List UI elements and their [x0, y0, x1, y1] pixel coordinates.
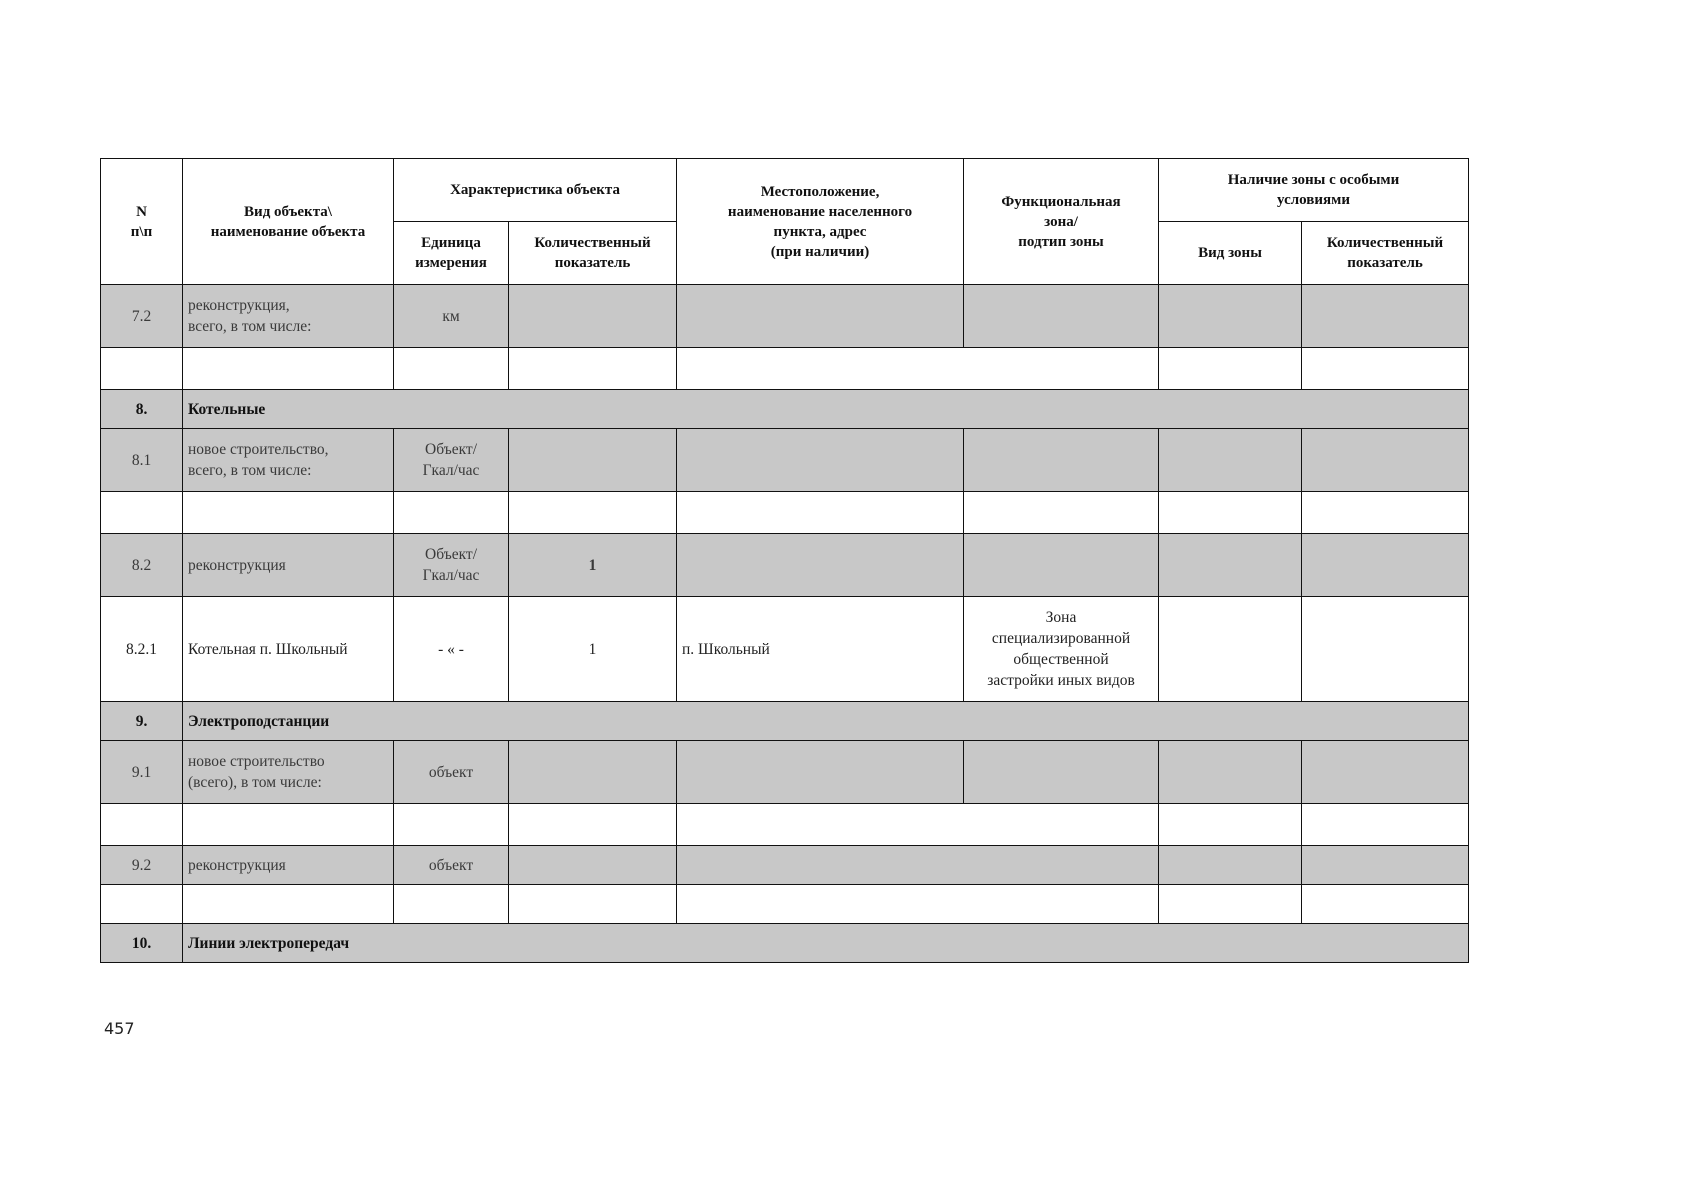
- row-zone: Зона специализированной общественной застройки иных видов: [964, 597, 1159, 702]
- row-unit: Объект/ Гкал/час: [394, 534, 509, 597]
- section-num: 10.: [101, 924, 183, 963]
- row-name: новое строительство, всего, в том числе:: [183, 429, 394, 492]
- row-unit: - « -: [394, 597, 509, 702]
- row-name: Котельная п. Школьный: [183, 597, 394, 702]
- table-row: [101, 597, 1469, 702]
- row-unit: объект: [394, 741, 509, 804]
- section-title: Линии электропередач: [183, 924, 1469, 963]
- row-unit: Объект/ Гкал/час: [394, 429, 509, 492]
- row-num: 7.2: [101, 285, 183, 348]
- row-num: 8.1: [101, 429, 183, 492]
- row-zone-type: [1159, 741, 1302, 804]
- section-title: Котельные: [183, 390, 1469, 429]
- row-zone-type: [1159, 429, 1302, 492]
- table-row: [101, 741, 1469, 804]
- page-number: 457: [104, 1019, 135, 1038]
- row-location: [677, 741, 964, 804]
- row-name: реконструкция: [183, 846, 394, 885]
- row-zone-qty: [1302, 285, 1469, 348]
- row-zone: [964, 429, 1159, 492]
- row-zone-qty: [1302, 741, 1469, 804]
- row-qty: [509, 741, 677, 804]
- section-title: Электроподстанции: [183, 702, 1469, 741]
- row-location: [677, 534, 964, 597]
- row-zone-qty: [1302, 597, 1469, 702]
- row-location: [677, 285, 964, 348]
- row-zone: [964, 285, 1159, 348]
- header-num: N п\п: [101, 159, 183, 285]
- row-zone-qty: [1302, 846, 1469, 885]
- row-zone-qty: [1302, 429, 1469, 492]
- header-special-zone: Наличие зоны с особыми условиями: [1159, 159, 1469, 222]
- row-zone: [964, 741, 1159, 804]
- header-unit: Единица измерения: [394, 222, 509, 285]
- table-row: [101, 534, 1469, 597]
- row-location: [677, 846, 1159, 885]
- row-num: 8.2: [101, 534, 183, 597]
- row-qty: 1: [509, 534, 677, 597]
- table-row: [101, 885, 1469, 924]
- row-qty: [509, 285, 677, 348]
- row-location: п. Школьный: [677, 597, 964, 702]
- row-name: реконструкция, всего, в том числе:: [183, 285, 394, 348]
- objects-table: [100, 158, 1469, 963]
- table-row: [101, 429, 1469, 492]
- header-location: Местоположение, наименование населенного пункта, адрес (при наличии): [677, 159, 964, 285]
- row-name: реконструкция: [183, 534, 394, 597]
- row-zone-type: [1159, 846, 1302, 885]
- section-num: 8.: [101, 390, 183, 429]
- row-name: новое строительство (всего), в том числе:: [183, 741, 394, 804]
- row-qty: 1: [509, 597, 677, 702]
- section-row: [101, 390, 1469, 429]
- row-num: 9.1: [101, 741, 183, 804]
- header-quantity: Количественный показатель: [509, 222, 677, 285]
- row-zone-qty: [1302, 534, 1469, 597]
- header-object-type: Вид объекта\ наименование объекта: [183, 159, 394, 285]
- row-unit: км: [394, 285, 509, 348]
- row-qty: [509, 429, 677, 492]
- section-row: [101, 924, 1469, 963]
- header-characteristics: Характеристика объекта: [394, 159, 677, 222]
- header-row-1: [101, 159, 1469, 222]
- row-zone-type: [1159, 534, 1302, 597]
- row-num: 8.2.1: [101, 597, 183, 702]
- table-row: [101, 285, 1469, 348]
- section-num: 9.: [101, 702, 183, 741]
- table-row: [101, 804, 1469, 846]
- table-row: [101, 348, 1469, 390]
- header-functional-zone: Функциональная зона/ подтип зоны: [964, 159, 1159, 285]
- table-row: [101, 846, 1469, 885]
- table-row: [101, 492, 1469, 534]
- row-zone-type: [1159, 597, 1302, 702]
- row-qty: [509, 846, 677, 885]
- section-row: [101, 702, 1469, 741]
- header-zone-type: Вид зоны: [1159, 222, 1302, 285]
- row-zone-type: [1159, 285, 1302, 348]
- row-num: 9.2: [101, 846, 183, 885]
- row-unit: объект: [394, 846, 509, 885]
- row-zone: [964, 534, 1159, 597]
- row-location: [677, 429, 964, 492]
- header-zone-quantity: Количественный показатель: [1302, 222, 1469, 285]
